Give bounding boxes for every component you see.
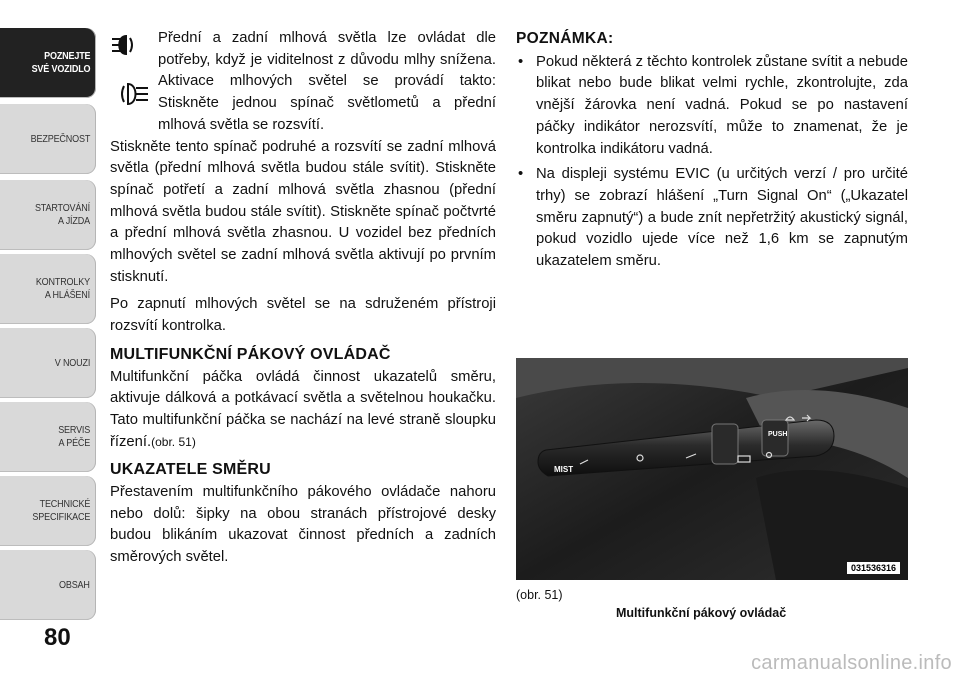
tab-label: OBSAH: [59, 578, 90, 591]
turn-signal-paragraph: Přestavením multifunkčního pákového ovládače nahoru nebo dolů: šipky na obou stranách přístrojové desky budou blikáním ukazovat činnost předních a zadních směrových světel.: [110, 484, 496, 566]
tab-label: POZNEJTE SVÉ VOZIDLO: [31, 50, 90, 75]
left-text-column: [110, 28, 496, 575]
tab-v-nouzi[interactable]: [0, 328, 96, 398]
list-item: [516, 164, 908, 273]
tab-label: STARTOVÁNÍ A JÍZDA: [35, 202, 90, 227]
bullet: •: [518, 53, 524, 70]
tab-bezpecnost[interactable]: [0, 104, 96, 174]
stalk-illustration: [516, 358, 908, 580]
right-text-column: [516, 28, 908, 277]
figure-reference-label: (obr. 51): [516, 588, 563, 602]
fog-detail-paragraph: Stiskněte tento spínač podruhé a rozsvítí se zadní mlhová světla (přední mlhová světla budou stále svítit). Stiskněte spínač potřetí a zadní mlhová světla zhasnou (přední mlhová světla budou stále svítit). Stiskněte spínač počtvrté a přední mlhová světla zhasnou. U vozidel bez předních mlhových světel se zadní mlhová světla aktivují po prvním stisknutí.: [110, 138, 496, 285]
heading-multifunction-stalk: MULTIFUNKČNÍ PÁKOVÝ OVLÁDAČ: [110, 345, 391, 363]
tab-label: BEZPEČNOST: [30, 132, 90, 145]
tab-poznejte-sve-vozidlo[interactable]: [0, 28, 96, 98]
fog-indicator-paragraph: Po zapnutí mlhových světel se na sdruženém přístroji rozsvítí kontrolka.: [110, 296, 496, 335]
tab-obsah[interactable]: [0, 550, 96, 620]
page-number: 80: [44, 624, 71, 651]
note-text: Pokud některá z těchto kontrolek zůstane svítit a nebude blikat nebo bude blikat velmi rychle, zkontrolujte, zda vnější žárovka není vadná. Pokud se po nastavení páčky indikátor nerozsvítí, může to znamenat, že je kontrolka indikátoru vadná.: [536, 53, 908, 157]
multifunction-paragraph: [110, 367, 496, 454]
tab-label: KONTROLKY A HLÁŠENÍ: [35, 276, 90, 301]
stalk-label-push: PUSH: [768, 431, 788, 438]
figure-code: 031536316: [847, 562, 900, 574]
figure-caption: Multifunkční pákový ovládač: [616, 606, 787, 620]
tab-label: V NOUZI: [54, 356, 90, 369]
tab-servis-a-pece[interactable]: [0, 402, 96, 472]
heading-turn-signals: UKAZATELE SMĚRU: [110, 461, 271, 479]
tab-label: TECHNICKÉ SPECIFIKACE: [32, 498, 90, 523]
figure-multifunction-stalk: [516, 358, 908, 580]
tab-startovani-a-jizda[interactable]: [0, 180, 96, 250]
section-tabs: [0, 0, 100, 678]
tab-technicke-specifikace[interactable]: [0, 476, 96, 546]
list-item: [516, 52, 908, 161]
stalk-label-mist: MIST: [554, 465, 574, 474]
note-list: [516, 52, 908, 273]
tab-kontrolky-a-hlaseni[interactable]: [0, 254, 96, 324]
note-text: Na displeji systému EVIC (u určitých verzí / pro určité trhy) se zobrazí hlášení „Turn Signal On“ („Ukazatel směru zapnutý“) a bude znít nepřetržitý akustický signál, pokud vozidlo ujede více než 1,6 km se zapnutým ukazatelem směru.: [536, 166, 908, 270]
tab-label: SERVIS A PÉČE: [58, 424, 90, 449]
multifunction-text: Multifunkční páčka ovládá činnost ukazatelů směru, aktivuje dálková a potkávací světla a světelnou houkačku. Tato multifunkční páčka se nachází na levé straně sloupku řízení.: [110, 368, 496, 450]
bullet: •: [518, 166, 524, 183]
watermark: carmanualsonline.info: [751, 652, 952, 674]
fog-intro-paragraph: Přední a zadní mlhová světla lze ovládat dle potřeby, když je viditelnost z důvodu mlhy snížena. Aktivace mlhových světel se provádí takto: Stiskněte jednou spínač světlometů a přední mlhová světla se rozsvítí.: [158, 30, 496, 133]
note-title: POZNÁMKA:: [516, 30, 614, 47]
figure-reference[interactable]: (obr. 51): [151, 434, 196, 449]
